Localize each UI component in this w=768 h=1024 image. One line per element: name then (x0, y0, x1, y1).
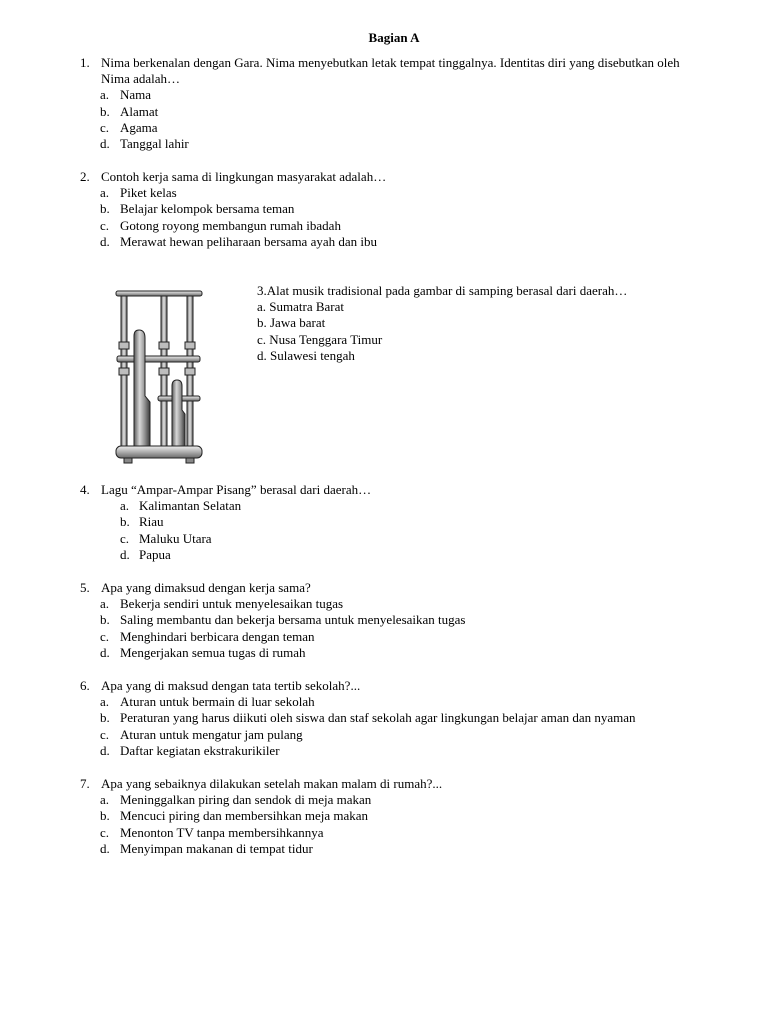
option-a (80, 596, 690, 612)
option-d (80, 743, 690, 759)
option-b (80, 612, 690, 628)
question-text: Lagu “Ampar-Ampar Pisang” berasal dari daerah… (101, 482, 372, 497)
question-number: 7. (80, 776, 90, 791)
option-c (80, 825, 690, 841)
question-4 (80, 482, 690, 563)
option-letter: b. (100, 808, 110, 824)
question-5 (80, 580, 690, 661)
option-letter: b. (120, 514, 130, 530)
question-stem (80, 776, 690, 792)
option-d (80, 547, 690, 563)
question-text: Apa yang dimaksud dengan kerja sama? (101, 580, 311, 595)
option-text: Aturan untuk bermain di luar sekolah (120, 694, 315, 710)
option-letter: a. (100, 792, 110, 808)
option-letter: d. (120, 546, 130, 562)
option-letter: d. (100, 742, 110, 758)
question-text: Apa yang di maksud dengan tata tertib sekolah?... (101, 678, 361, 693)
option-letter: c. (100, 628, 110, 644)
option-text: Bekerja sendiri untuk menyelesaikan tugas (120, 596, 344, 612)
option-text: Alamat (120, 103, 159, 119)
question-number: 4. (80, 482, 90, 497)
option-c: c. Nusa Tenggara Timur (257, 331, 383, 347)
option-letter: a. (100, 185, 110, 201)
question-stem (80, 169, 690, 185)
option-text: Daftar kegiatan ekstrakurikiler (120, 742, 280, 758)
question-text: Contoh kerja sama di lingkungan masyarakat adalah… (101, 169, 387, 184)
option-letter: c. (100, 217, 110, 233)
question-7 (80, 776, 690, 857)
option-b (80, 710, 690, 726)
option-letter: a. (100, 87, 110, 103)
option-a (80, 185, 690, 201)
option-c (80, 629, 690, 645)
question-2 (80, 169, 690, 250)
question-number: 1. (80, 55, 90, 70)
option-letter: c. (100, 726, 110, 742)
option-text: Menonton TV tanpa membersihkannya (120, 824, 324, 840)
option-a (80, 87, 690, 103)
option-b: b. Jawa barat (257, 315, 326, 331)
option-letter: b. (100, 612, 110, 628)
question-text: Apa yang sebaiknya dilakukan setelah makan malam di rumah?... (101, 776, 443, 791)
option-text: Maluku Utara (139, 530, 212, 546)
option-a (80, 694, 690, 710)
option-letter: d. (100, 136, 110, 152)
option-letter: c. (100, 119, 110, 135)
option-b (80, 104, 690, 120)
option-b (80, 201, 690, 217)
angklung-icon (112, 288, 208, 466)
option-c (80, 531, 690, 547)
option-text: Menghindari berbicara dengan teman (120, 628, 315, 644)
options-list (80, 596, 690, 661)
option-text: Mencuci piring dan membersihkan meja makan (120, 808, 369, 824)
options-list (80, 498, 690, 563)
question-6 (80, 678, 690, 759)
option-c (80, 727, 690, 743)
options-list (257, 299, 677, 364)
option-c (80, 218, 690, 234)
page-title: Bagian A (368, 30, 420, 45)
question-stem (80, 55, 690, 87)
option-d (80, 136, 690, 152)
option-text: Mengerjakan semua tugas di rumah (120, 644, 306, 660)
question-number: 6. (80, 678, 90, 693)
question-stem (80, 580, 690, 596)
option-text: Meninggalkan piring dan sendok di meja makan (120, 792, 372, 808)
option-letter: a. (100, 694, 110, 710)
option-d: d. Sulawesi tengah (257, 347, 355, 363)
question-number: 2. (80, 169, 90, 184)
option-text: Tanggal lahir (120, 136, 189, 152)
options-list (80, 792, 690, 857)
option-text: Piket kelas (120, 185, 177, 201)
option-text: Menyimpan makanan di tempat tidur (120, 840, 313, 856)
options-list (80, 87, 690, 152)
question-text: 3.Alat musik tradisional pada gambar di samping berasal dari daerah… (257, 283, 628, 298)
option-text: Peraturan yang harus diikuti oleh siswa dan staf sekolah agar lingkungan belajar aman dan nyaman (120, 710, 636, 726)
option-a: a. Sumatra Barat (257, 299, 344, 315)
options-list (80, 185, 690, 250)
option-letter: b. (100, 201, 110, 217)
option-text: Saling membantu dan bekerja bersama untuk menyelesaikan tugas (120, 612, 466, 628)
option-a (80, 498, 690, 514)
option-text: Aturan untuk mengatur jam pulang (120, 726, 303, 742)
option-text: Agama (120, 119, 158, 135)
option-a (80, 792, 690, 808)
option-text: Nama (120, 87, 152, 103)
option-letter: b. (100, 103, 110, 119)
question-stem (80, 482, 690, 498)
question-1 (80, 55, 690, 152)
option-letter: d. (100, 233, 110, 249)
question-3 (257, 283, 677, 364)
option-text: Riau (139, 514, 164, 530)
question-text: Nima berkenalan dengan Gara. Nima menyebutkan letak tempat tinggalnya. Identitas diri yang disebutkan oleh Nima adalah… (101, 55, 680, 87)
option-letter: a. (100, 596, 110, 612)
question-number: 5. (80, 580, 90, 595)
option-letter: a. (120, 498, 130, 514)
option-text: Gotong royong membangun rumah ibadah (120, 217, 341, 233)
option-letter: c. (120, 530, 130, 546)
option-text: Belajar kelompok bersama teman (120, 201, 295, 217)
option-letter: d. (100, 840, 110, 856)
option-d (80, 234, 690, 250)
options-list (80, 694, 690, 759)
option-d (80, 645, 690, 661)
option-letter: b. (100, 710, 110, 726)
option-b (80, 514, 690, 530)
option-text: Papua (139, 546, 171, 562)
option-letter: d. (100, 644, 110, 660)
option-text: Kalimantan Selatan (139, 498, 242, 514)
option-text: Merawat hewan peliharaan bersama ayah dan ibu (120, 233, 377, 249)
question-stem (80, 678, 690, 694)
option-letter: c. (100, 824, 110, 840)
option-d (80, 841, 690, 857)
option-b (80, 808, 690, 824)
option-c (80, 120, 690, 136)
